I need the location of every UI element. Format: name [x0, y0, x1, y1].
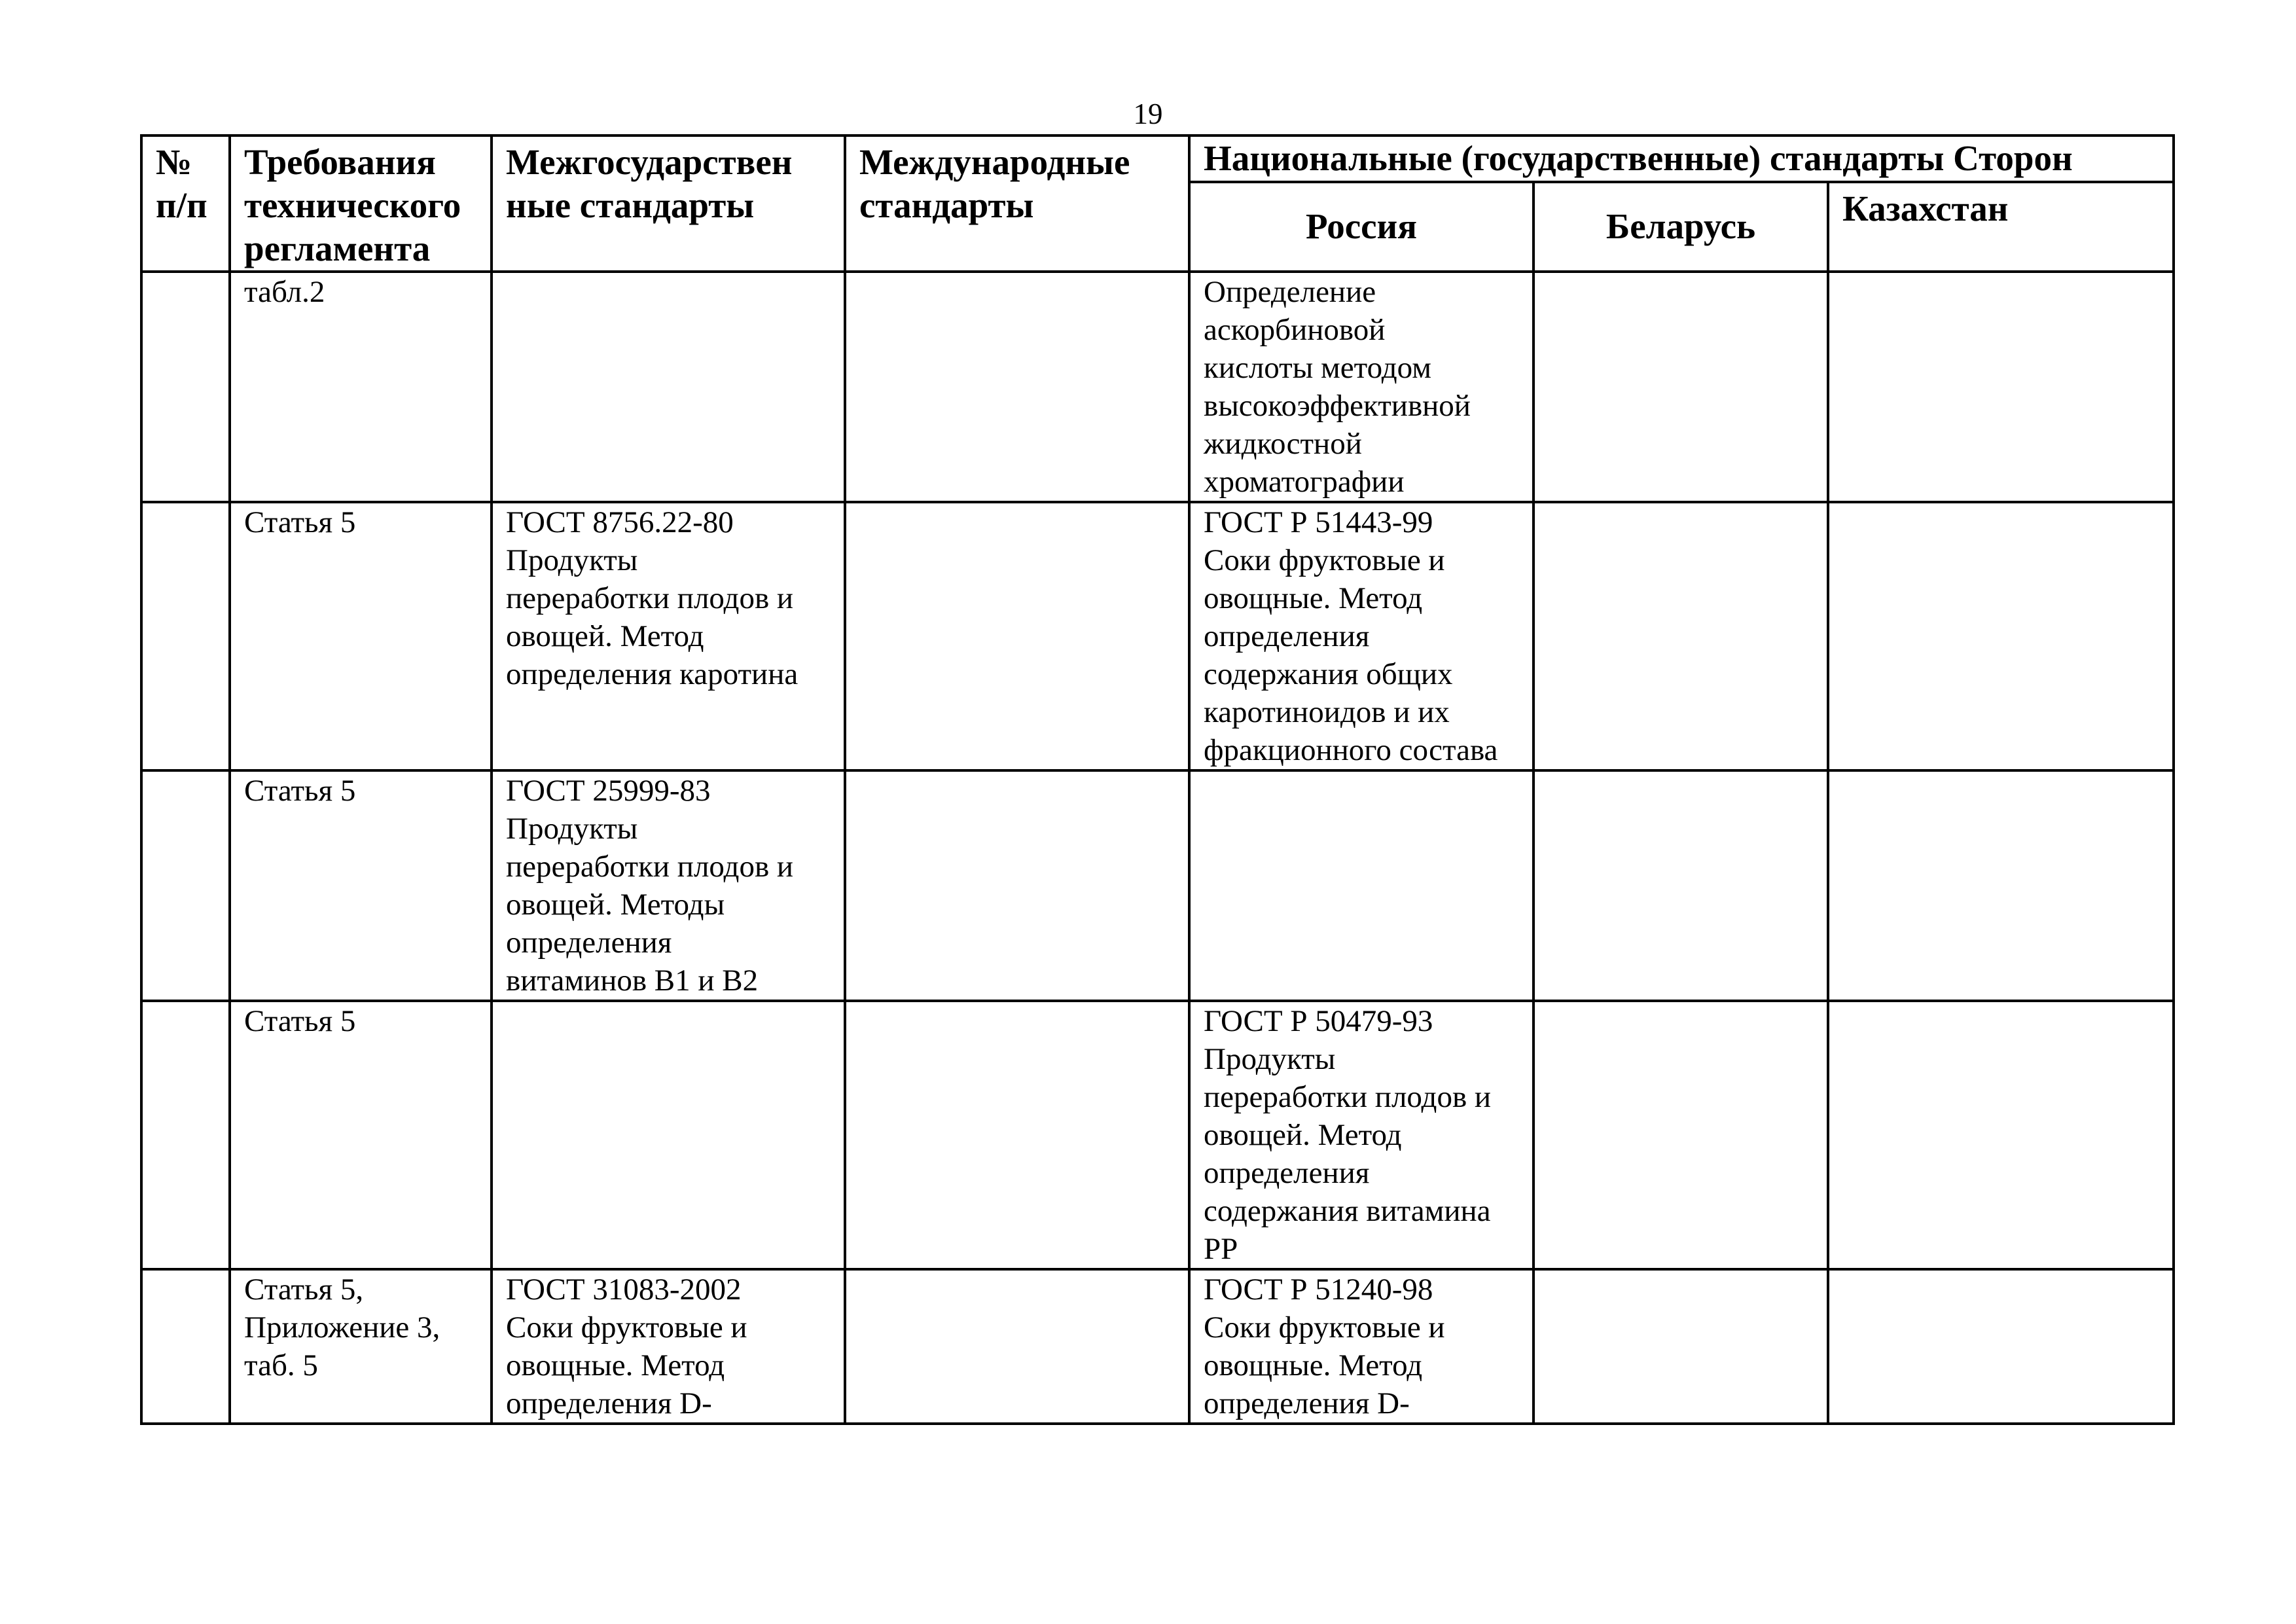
header-requirements: Требования технического регламента: [230, 135, 492, 272]
cell-russia: ГОСТ Р 50479-93 Продукты переработки плодов и овощей. Метод определения содержания витамина РР: [1189, 1001, 1534, 1269]
standards-table: [140, 134, 2175, 1425]
cell-requirement: Статья 5: [230, 770, 492, 1001]
cell-international: [845, 1269, 1189, 1424]
header-num: № п/п: [141, 135, 230, 272]
cell-russia: ГОСТ Р 51240-98 Соки фруктовые и овощные. Метод определения D-: [1189, 1269, 1534, 1424]
cell-russia: ГОСТ Р 51443-99 Соки фруктовые и овощные. Метод определения содержания общих каротиноидов и их фракционного состава: [1189, 502, 1534, 770]
cell-num: [141, 502, 230, 770]
table-row: [141, 770, 2174, 1001]
page-number: 19: [1133, 98, 1163, 130]
cell-belarus: [1534, 502, 1828, 770]
cell-interstate: ГОСТ 8756.22-80 Продукты переработки плодов и овощей. Метод определения каротина: [492, 502, 845, 770]
cell-interstate: [492, 272, 845, 502]
header-kazakhstan: Казахстан: [1828, 182, 2174, 272]
cell-international: [845, 272, 1189, 502]
cell-interstate: ГОСТ 25999-83 Продукты переработки плодов и овощей. Методы определения витаминов В1 и В2: [492, 770, 845, 1001]
header-international: Международные стандарты: [845, 135, 1189, 272]
table-row: [141, 1001, 2174, 1269]
cell-requirement: Статья 5, Приложение 3, таб. 5: [230, 1269, 492, 1424]
cell-num: [141, 1001, 230, 1269]
cell-international: [845, 1001, 1189, 1269]
cell-interstate: ГОСТ 31083-2002 Соки фруктовые и овощные. Метод определения D-: [492, 1269, 845, 1424]
table-row: [141, 272, 2174, 502]
cell-kazakhstan: [1828, 502, 2174, 770]
cell-kazakhstan: [1828, 1001, 2174, 1269]
header-russia: Россия: [1189, 182, 1534, 272]
cell-interstate: [492, 1001, 845, 1269]
cell-belarus: [1534, 1001, 1828, 1269]
cell-requirement: Статья 5: [230, 1001, 492, 1269]
header-interstate: Межгосударствен ные стандарты: [492, 135, 845, 272]
cell-kazakhstan: [1828, 770, 2174, 1001]
header-national: Национальные (государственные) стандарты Сторон: [1189, 135, 2174, 182]
cell-requirement: Статья 5: [230, 502, 492, 770]
cell-num: [141, 272, 230, 502]
cell-russia: Определение аскорбиновой кислоты методом высокоэффективной жидкостной хроматографии: [1189, 272, 1534, 502]
cell-belarus: [1534, 272, 1828, 502]
cell-requirement: табл.2: [230, 272, 492, 502]
cell-kazakhstan: [1828, 1269, 2174, 1424]
cell-international: [845, 770, 1189, 1001]
header-row-1: [141, 135, 2174, 182]
cell-belarus: [1534, 1269, 1828, 1424]
table-row: [141, 1269, 2174, 1424]
header-belarus: Беларусь: [1534, 182, 1828, 272]
cell-num: [141, 770, 230, 1001]
table-row: [141, 502, 2174, 770]
cell-russia: [1189, 770, 1534, 1001]
cell-international: [845, 502, 1189, 770]
cell-num: [141, 1269, 230, 1424]
cell-kazakhstan: [1828, 272, 2174, 502]
cell-belarus: [1534, 770, 1828, 1001]
